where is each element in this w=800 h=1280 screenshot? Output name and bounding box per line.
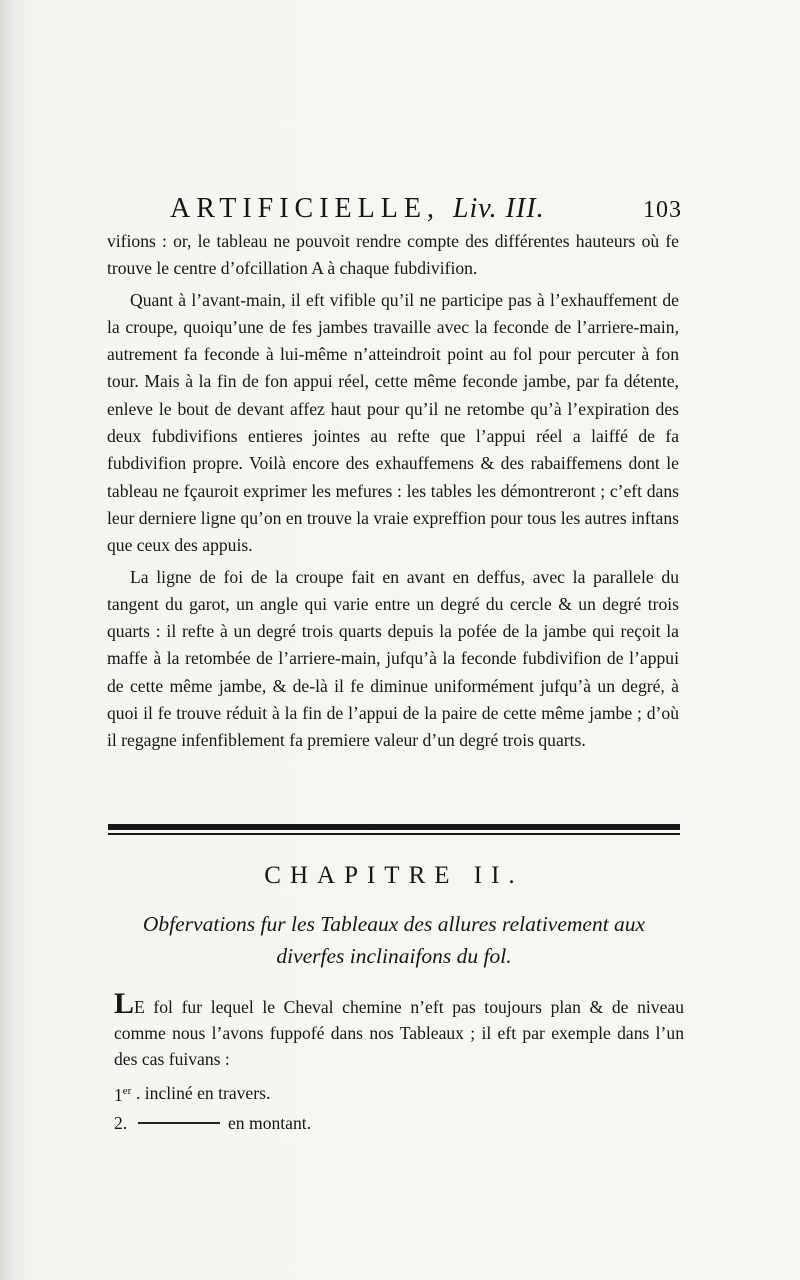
paragraph-3: La ligne de foi de la croupe fait en avant en deffus, avec la parallele du tangent du garot, un angle qui varie entre un degré du cercle & un degré trois quarts : il refte à un degré trois quarts depuis la pofée de la jambe qui reçoit la maffe à la retombée de l’arriere-main, jufqu’à la feconde fubdivifion de l’appui de cette même jambe, & de-là il fe diminue uniformément jufqu’à un degré, à quoi il fe trouve réduit à la fin de l’appui de la paire de cette même jambe ; d’où il regagne infenfiblement fa premiere valeur d’un degré trois quarts.	[107, 566, 679, 751]
chapter-divider	[108, 824, 680, 835]
divider-thick-line	[108, 824, 680, 830]
chapter-title: CHAPITRE II.	[264, 862, 524, 889]
chapter-paragraph	[114, 987, 684, 1072]
list-item-superscript: er	[122, 1085, 132, 1098]
list-item-text: en montant.	[228, 1113, 312, 1133]
running-header	[170, 193, 682, 225]
ditto-dash	[138, 1122, 220, 1124]
chapter-paragraph-text: E fol fur lequel le Cheval chemine n’eft pas toujours plan & de niveau comme nous l’avons fuppofé dans nos Tableaux ; il eft par exemple dans l’un des cas fuivans :	[114, 997, 684, 1069]
page-number: 103	[643, 197, 682, 223]
list-item-number: 2.	[114, 1113, 128, 1133]
chapter-subtitle: Obfervations fur les Tableaux des allures relativement aux diverfes inclinaifons du fol.	[142, 912, 646, 968]
list-item	[114, 1108, 684, 1138]
book-reference: Liv. III.	[452, 193, 545, 224]
divider-thin-line	[108, 833, 680, 835]
running-title: ARTIFICIELLE, Liv. III.	[170, 193, 545, 224]
drop-cap: L	[114, 987, 135, 1020]
list-item	[114, 1078, 684, 1108]
list-item-text: . incliné en travers.	[136, 1083, 271, 1103]
list	[114, 1078, 684, 1138]
body-text	[107, 228, 679, 755]
paragraph-2: Quant à l’avant-main, il eft vifible qu’il ne participe pas à l’exhauffement de la croupe, quoiqu’une de fes jambes travaille avec la feconde de l’arriere-main, autrement fa feconde à lui-même n’atteindroit point au fol pour percuter à fon tour. Mais à la fin de fon appui réel, cette même feconde jambe, par fa détente, enleve le bout de devant affez haut pour qu’il ne retombe qu’à l’expiration des deux fubdivifions entieres jointes au refte que l’appui réel a laiffé de fa fubdivifion propre. Voilà encore des exhauffemens & des rabaiffemens dont le tableau ne fçauroit exprimer les mefures : les tables les démontreront ; c’eft dans leur derniere ligne qu’on en trouve la vraie expreffion pour tous les autres inftans que ceux des appuis.	[107, 289, 679, 556]
paragraph-1: vifions : or, le tableau ne pouvoit rendre compte des différentes hauteurs où fe trouve le centre d’ofcillation A à chaque fubdivifion.	[107, 231, 679, 279]
list-item-number: 1er	[114, 1084, 132, 1105]
chapter-body	[114, 987, 684, 1138]
